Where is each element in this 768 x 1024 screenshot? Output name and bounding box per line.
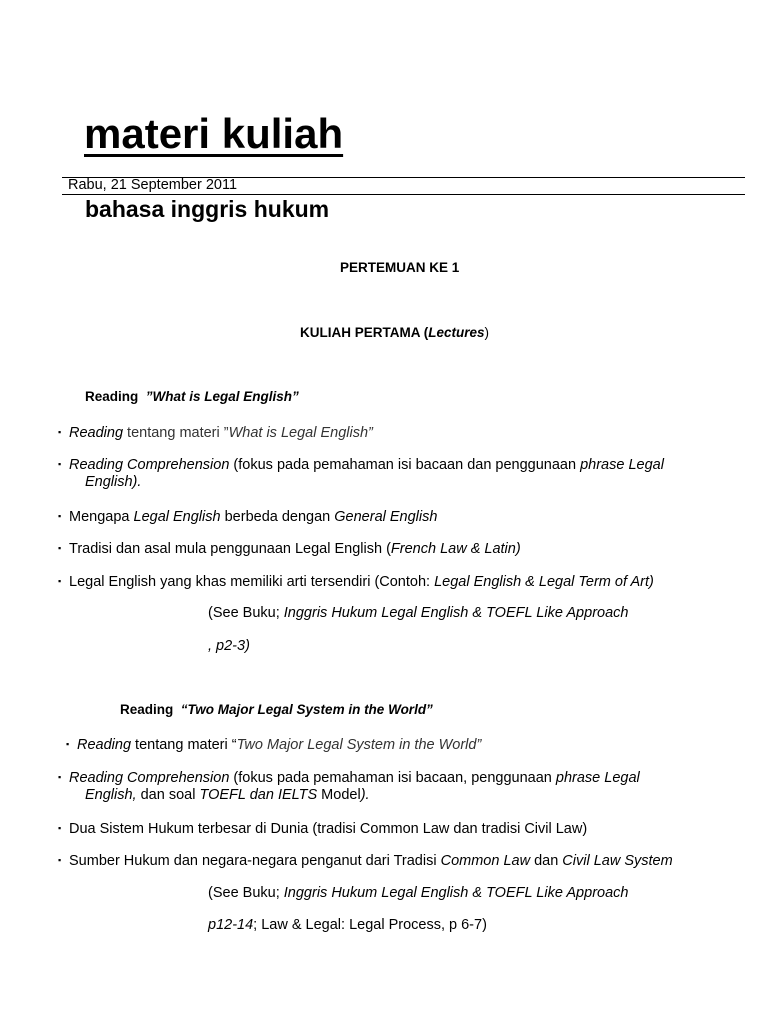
item-text: English, [85,787,137,803]
list-item [58,851,748,870]
item-text: (fokus pada pemahaman isi bacaan, penggunaan [229,770,556,786]
reading-heading-1 [85,389,299,404]
bullet-icon: ▪ [58,543,62,553]
item-text: What is Legal English” [228,425,373,441]
post-date: Rabu, 21 September 2011 [68,177,238,193]
bottom-rule [62,194,745,195]
page-title: materi kuliah [84,110,344,157]
reference-text: ; Law & Legal: Legal Process, p 6-7) [253,917,487,933]
item-text: phrase Legal [555,770,640,786]
bullet-icon: ▪ [58,772,62,782]
item-text: Tradisi dan asal mula penggunaan Legal English ( [69,541,391,557]
list-item [58,768,728,787]
list-item [58,539,728,558]
book-reference [208,604,628,622]
item-text: (fokus pada pemahaman isi bacaan dan penggunaan [229,457,581,473]
list-item-continuation [58,786,755,804]
reading-heading-2 [120,702,433,717]
book-reference-pages [208,916,487,934]
item-text: TOEFL dan IELTS [199,787,318,803]
item-text: General English [334,509,438,525]
book-reference [208,884,628,902]
item-text: Legal English [133,509,221,525]
reference-text: (See Buku; [208,885,284,901]
item-text: Two Major Legal System in the World” [236,737,482,753]
meeting-heading: PERTEMUAN KE 1 [340,260,460,275]
bullet-icon: ▪ [58,459,62,469]
list-item [58,819,728,838]
reference-book-title: Inggris Hukum Legal English & TOEFL Like Approach [283,885,629,901]
item-text: Civil Law System [562,853,673,869]
item-text: phrase Legal [580,457,664,473]
list-item [58,455,728,474]
bullet-icon: ▪ [58,427,62,437]
item-text: tentang materi ” [123,425,229,441]
item-text: tentang materi “ [131,737,237,753]
list-item [58,507,728,526]
item-text: Reading [69,425,124,441]
bullet-icon: ▪ [58,511,62,521]
list-item [66,735,736,754]
reference-book-title: Inggris Hukum Legal English & TOEFL Like Approach [283,605,629,621]
bullet-icon: ▪ [58,855,62,865]
list-item [58,572,748,591]
bullet-icon: ▪ [58,823,62,833]
item-text: Legal English yang khas memiliki arti tersendiri (Contoh: [69,574,435,590]
lecture-suffix: ) [484,325,490,340]
item-text: ). [360,787,370,803]
item-text: English). [85,474,142,490]
item-text: French Law & Latin) [390,541,521,557]
item-text: Reading Comprehension [69,457,230,473]
reading-title: “Two Major Legal System in the World” [180,702,433,717]
bullet-icon: ▪ [66,739,70,749]
reference-text: (See Buku; [208,605,284,621]
reference-pages: , p2-3) [208,638,250,654]
item-text: Reading Comprehension [69,770,230,786]
reading-label: Reading [85,389,139,404]
item-text: Sumber Hukum dan negara-negara penganut dari Tradisi [69,853,441,869]
item-text: Dua Sistem Hukum terbesar di Dunia (tradisi Common Law dan tradisi Civil Law) [69,821,588,837]
reference-pages: p12-14 [208,917,254,933]
page-subtitle: bahasa inggris hukum [85,196,330,222]
book-reference-pages [208,637,250,655]
lecture-prefix: KULIAH PERTAMA ( [300,325,429,340]
reading-label: Reading [120,702,174,717]
item-text: Legal English & Legal Term of Art) [434,574,654,590]
lecture-italic: Lectures [428,325,485,340]
bullet-icon: ▪ [58,576,62,586]
reading-title: ”What is Legal English” [145,389,299,404]
item-text: Reading [77,737,132,753]
item-text: berbeda dengan [220,509,335,525]
list-item-continuation [58,473,755,491]
item-text: dan [530,853,563,869]
item-text: Model [317,787,361,803]
item-text: dan soal [136,787,200,803]
lecture-heading [300,325,489,340]
list-item [58,423,728,442]
item-text: Common Law [440,853,531,869]
item-text: Mengapa [69,509,134,525]
